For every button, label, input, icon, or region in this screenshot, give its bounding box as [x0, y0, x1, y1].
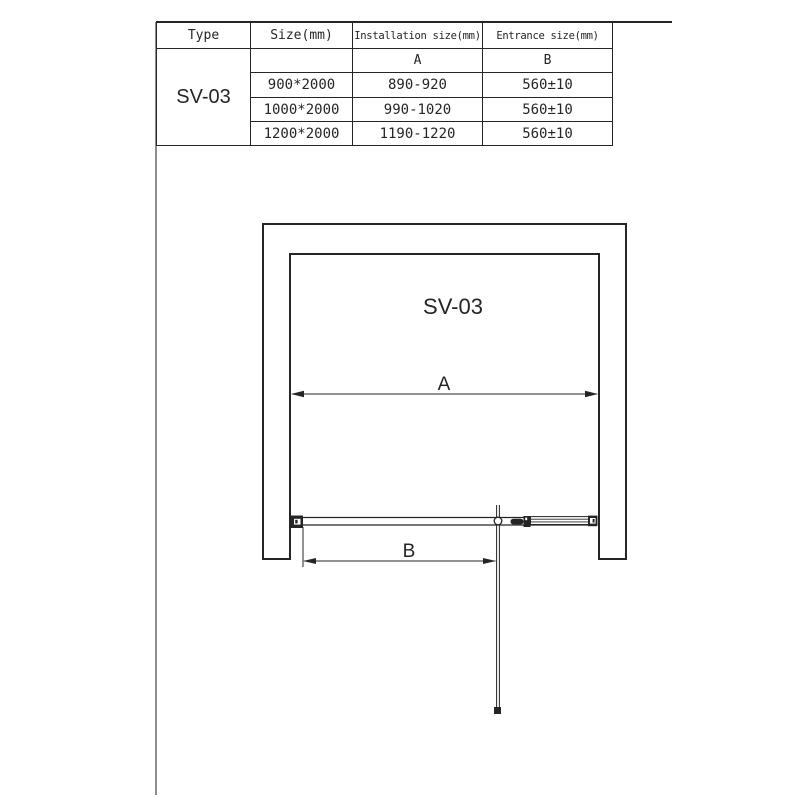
- handle-grip-icon: [511, 519, 524, 525]
- entrance-dim-label: B: [402, 541, 416, 562]
- entrance-cell: 560±10: [483, 122, 613, 146]
- installation-cell: 1190-1220: [353, 122, 483, 146]
- model-label: SV-03: [423, 294, 483, 319]
- header-size: Size(mm): [251, 23, 353, 49]
- installation-cell: 990-1020: [353, 98, 483, 122]
- type-value-cell: SV-03: [157, 49, 251, 146]
- size-cell: 1200*2000: [251, 122, 353, 146]
- entrance-cell: 560±10: [483, 98, 613, 122]
- installation-cell: 890-920: [353, 73, 483, 98]
- right-bracket-tick: [593, 519, 595, 523]
- header-entrance-size: Entrance size(mm): [483, 23, 613, 49]
- size-cell: 900*2000: [251, 73, 353, 98]
- width-dim-label: A: [437, 374, 451, 395]
- header-type: Type: [157, 23, 251, 49]
- width-dim-arrow-right: [585, 391, 598, 397]
- entrance-dim-arrow-left: [303, 558, 316, 564]
- entrance-dim-arrow-right: [483, 558, 496, 564]
- handle-mount-notch: [525, 518, 527, 521]
- width-dim-arrow-left: [291, 391, 304, 397]
- left-bracket-tick: [295, 520, 297, 524]
- door-panel: [531, 517, 598, 525]
- entrance-cell: 560±10: [483, 73, 613, 98]
- door-guide-end-dot: [494, 707, 501, 714]
- size-cell: 1000*2000: [251, 98, 353, 122]
- roller-icon: [494, 517, 502, 525]
- subheader-b: B: [483, 49, 613, 73]
- header-installation-size: Installation size(mm): [353, 23, 483, 49]
- subheader-a: A: [353, 49, 483, 73]
